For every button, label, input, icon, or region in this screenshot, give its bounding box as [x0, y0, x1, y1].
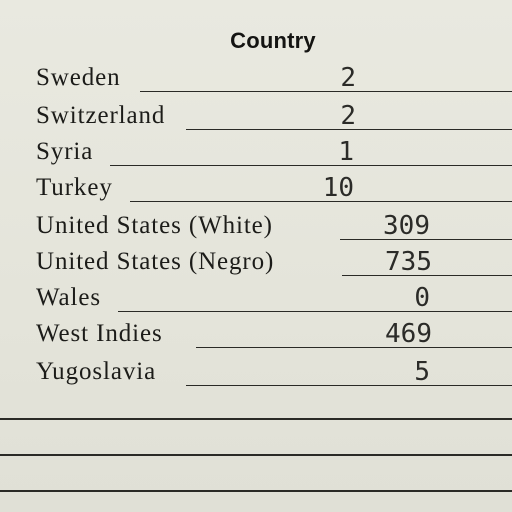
country-label: Wales — [36, 284, 101, 311]
table-row — [0, 318, 512, 354]
country-label: Sweden — [36, 64, 121, 91]
count-value: 469 — [385, 319, 432, 349]
table-row — [0, 172, 512, 208]
table-row — [0, 356, 512, 392]
count-value: 0 — [414, 283, 430, 313]
column-heading: Country — [230, 28, 316, 53]
country-label: Yugoslavia — [36, 358, 157, 385]
blank-entry-line — [0, 454, 512, 456]
count-value: 10 — [322, 173, 354, 203]
table-row — [0, 136, 512, 172]
count-value: 5 — [414, 357, 430, 387]
fill-rule — [140, 91, 512, 93]
fill-rule — [130, 201, 512, 203]
country-label: United States (White) — [36, 212, 273, 239]
blank-entry-line — [0, 418, 512, 420]
table-row — [0, 100, 512, 136]
country-label: West Indies — [36, 320, 163, 347]
country-label: Switzerland — [36, 102, 166, 129]
fill-rule — [186, 385, 512, 387]
fill-rule — [110, 165, 512, 167]
count-value: 2 — [340, 101, 356, 131]
table-row — [0, 210, 512, 246]
count-value: 309 — [383, 211, 430, 241]
country-label: United States (Negro) — [36, 248, 275, 275]
country-label: Turkey — [36, 174, 113, 201]
table-row — [0, 62, 512, 98]
fill-rule — [118, 311, 512, 313]
table-row — [0, 282, 512, 318]
count-value: 1 — [338, 137, 354, 167]
country-label: Syria — [36, 138, 94, 165]
count-value: 735 — [385, 247, 432, 277]
blank-entry-line — [0, 490, 512, 492]
table-row — [0, 246, 512, 282]
count-value: 2 — [340, 63, 356, 93]
fill-rule — [196, 347, 512, 349]
